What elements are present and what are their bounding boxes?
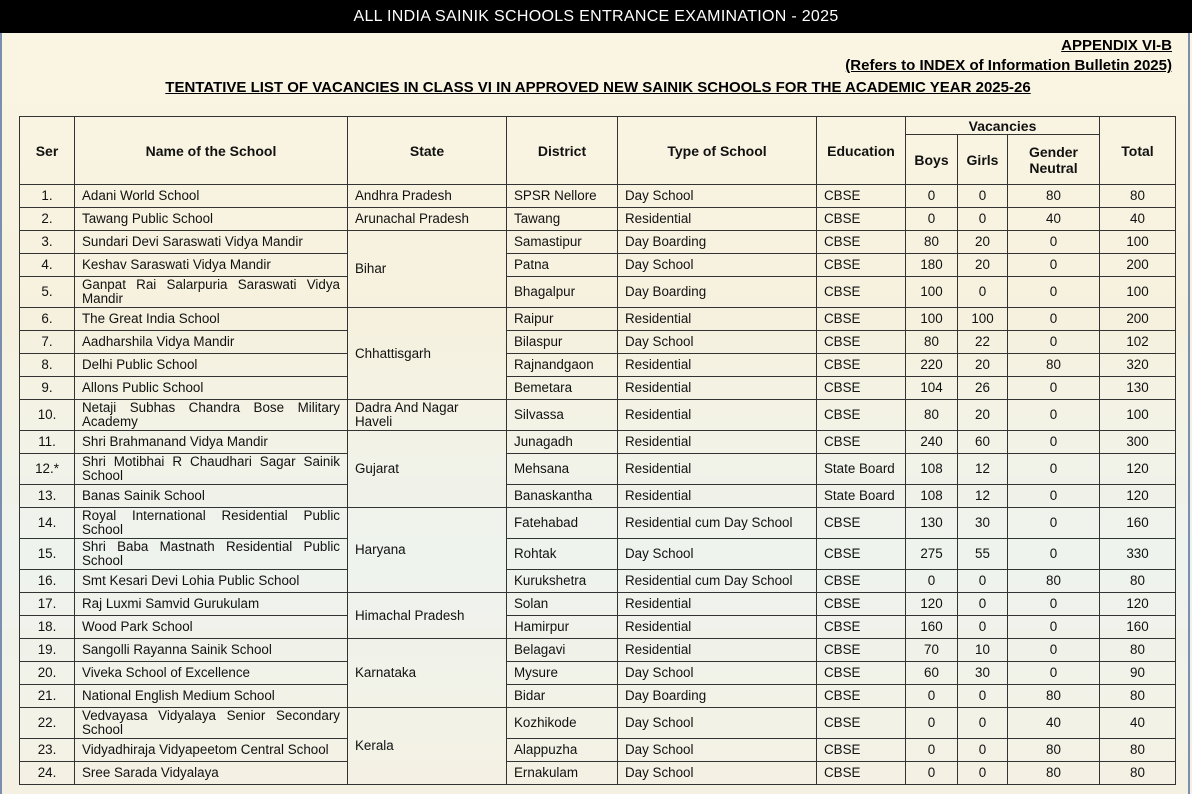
cell-education: CBSE: [817, 708, 906, 739]
cell-girls: 26: [958, 377, 1008, 400]
cell-total: 100: [1100, 400, 1176, 431]
cell-ser: 21.: [20, 685, 75, 708]
cell-ser: 24.: [20, 762, 75, 785]
cell-education: CBSE: [817, 685, 906, 708]
cell-education: CBSE: [817, 662, 906, 685]
cell-school-name: Viveka School of Excellence: [75, 662, 348, 685]
cell-boys: 80: [906, 231, 958, 254]
cell-district: Hamirpur: [507, 616, 618, 639]
cell-school-name: Vidyadhiraja Vidyapeetom Central School: [75, 739, 348, 762]
cell-girls: 30: [958, 662, 1008, 685]
cell-school-name: Ganpat Rai Salarpuria Saraswati Vidya Mandir: [75, 277, 348, 308]
cell-total: 100: [1100, 231, 1176, 254]
cell-ser: 5.: [20, 277, 75, 308]
table-row: [20, 254, 1176, 277]
cell-girls: 0: [958, 762, 1008, 785]
table-row: [20, 231, 1176, 254]
cell-total: 300: [1100, 431, 1176, 454]
cell-girls: 12: [958, 485, 1008, 508]
cell-type: Day Boarding: [618, 231, 817, 254]
cell-gender-neutral: 80: [1008, 762, 1100, 785]
cell-state: Gujarat: [348, 431, 507, 508]
cell-gender-neutral: 80: [1008, 570, 1100, 593]
cell-total: 330: [1100, 539, 1176, 570]
cell-boys: 120: [906, 593, 958, 616]
cell-girls: 0: [958, 277, 1008, 308]
cell-total: 90: [1100, 662, 1176, 685]
cell-boys: 220: [906, 354, 958, 377]
cell-gender-neutral: 0: [1008, 485, 1100, 508]
cell-type: Residential: [618, 593, 817, 616]
table-row: [20, 616, 1176, 639]
cell-gender-neutral: 0: [1008, 593, 1100, 616]
cell-total: 102: [1100, 331, 1176, 354]
cell-gender-neutral: 0: [1008, 254, 1100, 277]
table-row: [20, 485, 1176, 508]
cell-gender-neutral: 0: [1008, 400, 1100, 431]
cell-district: Tawang: [507, 208, 618, 231]
cell-school-name: Vedvayasa Vidyalaya Senior Secondary School: [75, 708, 348, 739]
cell-school-name: Banas Sainik School: [75, 485, 348, 508]
table-row: [20, 454, 1176, 485]
cell-boys: 180: [906, 254, 958, 277]
cell-boys: 70: [906, 639, 958, 662]
cell-school-name: Sundari Devi Saraswati Vidya Mandir: [75, 231, 348, 254]
cell-district: Mehsana: [507, 454, 618, 485]
cell-girls: 22: [958, 331, 1008, 354]
cell-district: Bhagalpur: [507, 277, 618, 308]
cell-ser: 23.: [20, 739, 75, 762]
cell-ser: 1.: [20, 185, 75, 208]
col-header-type: Type of School: [618, 117, 817, 185]
cell-school-name: Sangolli Rayanna Sainik School: [75, 639, 348, 662]
cell-education: CBSE: [817, 185, 906, 208]
cell-ser: 22.: [20, 708, 75, 739]
cell-total: 80: [1100, 185, 1176, 208]
cell-district: Mysure: [507, 662, 618, 685]
cell-education: CBSE: [817, 400, 906, 431]
cell-gender-neutral: 80: [1008, 185, 1100, 208]
cell-education: CBSE: [817, 508, 906, 539]
cell-boys: 104: [906, 377, 958, 400]
cell-district: Alappuzha: [507, 739, 618, 762]
cell-type: Residential cum Day School: [618, 508, 817, 539]
col-header-name: Name of the School: [75, 117, 348, 185]
cell-boys: 100: [906, 308, 958, 331]
cell-type: Residential: [618, 308, 817, 331]
cell-total: 40: [1100, 208, 1176, 231]
cell-ser: 12.*: [20, 454, 75, 485]
cell-ser: 2.: [20, 208, 75, 231]
cell-ser: 7.: [20, 331, 75, 354]
cell-girls: 60: [958, 431, 1008, 454]
appendix-block: [845, 36, 1172, 76]
cell-type: Residential: [618, 400, 817, 431]
cell-district: Fatehabad: [507, 508, 618, 539]
cell-gender-neutral: 0: [1008, 639, 1100, 662]
cell-type: Day School: [618, 331, 817, 354]
table-row: [20, 400, 1176, 431]
col-header-vacancies: Vacancies: [906, 117, 1100, 135]
cell-education: State Board: [817, 485, 906, 508]
col-header-gender-neutral: Gender Neutral: [1008, 135, 1100, 185]
cell-district: Banaskantha: [507, 485, 618, 508]
cell-gender-neutral: 40: [1008, 708, 1100, 739]
cell-boys: 0: [906, 762, 958, 785]
cell-state: Kerala: [348, 708, 507, 785]
cell-school-name: Delhi Public School: [75, 354, 348, 377]
banner: ALL INDIA SAINIK SCHOOLS ENTRANCE EXAMINATION - 2025: [0, 0, 1192, 33]
cell-state: Bihar: [348, 231, 507, 308]
cell-district: SPSR Nellore: [507, 185, 618, 208]
cell-district: Rajnandgaon: [507, 354, 618, 377]
cell-boys: 0: [906, 685, 958, 708]
cell-total: 160: [1100, 508, 1176, 539]
cell-school-name: Adani World School: [75, 185, 348, 208]
cell-district: Patna: [507, 254, 618, 277]
cell-district: Rohtak: [507, 539, 618, 570]
table-row: [20, 685, 1176, 708]
cell-type: Residential: [618, 431, 817, 454]
cell-gender-neutral: 0: [1008, 231, 1100, 254]
cell-school-name: Shri Motibhai R Chaudhari Sagar Sainik School: [75, 454, 348, 485]
cell-girls: 30: [958, 508, 1008, 539]
refers-label: (Refers to INDEX of Information Bulletin 2025): [845, 57, 1172, 74]
cell-district: Silvassa: [507, 400, 618, 431]
table-row: [20, 185, 1176, 208]
cell-state: Andhra Pradesh: [348, 185, 507, 208]
cell-gender-neutral: 0: [1008, 277, 1100, 308]
cell-type: Residential: [618, 485, 817, 508]
cell-ser: 8.: [20, 354, 75, 377]
cell-boys: 100: [906, 277, 958, 308]
cell-total: 160: [1100, 616, 1176, 639]
cell-total: 200: [1100, 308, 1176, 331]
cell-boys: 160: [906, 616, 958, 639]
cell-education: CBSE: [817, 254, 906, 277]
cell-type: Residential: [618, 454, 817, 485]
cell-school-name: Sree Sarada Vidyalaya: [75, 762, 348, 785]
cell-education: CBSE: [817, 593, 906, 616]
table-row: [20, 539, 1176, 570]
cell-type: Residential: [618, 377, 817, 400]
cell-total: 320: [1100, 354, 1176, 377]
cell-education: CBSE: [817, 377, 906, 400]
cell-ser: 14.: [20, 508, 75, 539]
cell-education: CBSE: [817, 739, 906, 762]
cell-ser: 13.: [20, 485, 75, 508]
col-header-education: Education: [817, 117, 906, 185]
cell-school-name: Netaji Subhas Chandra Bose Military Academy: [75, 400, 348, 431]
table-row: [20, 639, 1176, 662]
cell-boys: 0: [906, 708, 958, 739]
cell-boys: 108: [906, 454, 958, 485]
cell-girls: 20: [958, 400, 1008, 431]
cell-gender-neutral: 0: [1008, 454, 1100, 485]
cell-type: Day School: [618, 762, 817, 785]
table-row: [20, 208, 1176, 231]
cell-school-name: Wood Park School: [75, 616, 348, 639]
cell-school-name: Royal International Residential Public School: [75, 508, 348, 539]
cell-state: Arunachal Pradesh: [348, 208, 507, 231]
table-row: [20, 762, 1176, 785]
cell-total: 120: [1100, 454, 1176, 485]
cell-girls: 0: [958, 739, 1008, 762]
cell-boys: 0: [906, 570, 958, 593]
cell-gender-neutral: 0: [1008, 377, 1100, 400]
cell-girls: 12: [958, 454, 1008, 485]
cell-state: Karnataka: [348, 639, 507, 708]
cell-total: 100: [1100, 277, 1176, 308]
cell-education: CBSE: [817, 231, 906, 254]
cell-gender-neutral: 0: [1008, 539, 1100, 570]
cell-total: 40: [1100, 708, 1176, 739]
cell-total: 80: [1100, 570, 1176, 593]
table-row: [20, 570, 1176, 593]
cell-school-name: The Great India School: [75, 308, 348, 331]
table-row: [20, 377, 1176, 400]
table-row: [20, 508, 1176, 539]
cell-district: Bemetara: [507, 377, 618, 400]
cell-girls: 20: [958, 354, 1008, 377]
cell-gender-neutral: 0: [1008, 616, 1100, 639]
cell-education: CBSE: [817, 639, 906, 662]
cell-education: State Board: [817, 454, 906, 485]
cell-ser: 16.: [20, 570, 75, 593]
cell-district: Bilaspur: [507, 331, 618, 354]
cell-girls: 0: [958, 593, 1008, 616]
cell-type: Residential: [618, 639, 817, 662]
cell-gender-neutral: 80: [1008, 685, 1100, 708]
cell-gender-neutral: 0: [1008, 431, 1100, 454]
cell-type: Day Boarding: [618, 277, 817, 308]
cell-ser: 9.: [20, 377, 75, 400]
cell-ser: 15.: [20, 539, 75, 570]
cell-type: Residential: [618, 616, 817, 639]
cell-ser: 10.: [20, 400, 75, 431]
cell-ser: 20.: [20, 662, 75, 685]
cell-district: Belagavi: [507, 639, 618, 662]
cell-girls: 0: [958, 616, 1008, 639]
cell-girls: 0: [958, 685, 1008, 708]
cell-ser: 6.: [20, 308, 75, 331]
cell-ser: 19.: [20, 639, 75, 662]
cell-district: Kurukshetra: [507, 570, 618, 593]
table-row: [20, 354, 1176, 377]
col-header-district: District: [507, 117, 618, 185]
cell-gender-neutral: 0: [1008, 308, 1100, 331]
cell-education: CBSE: [817, 354, 906, 377]
cell-type: Day School: [618, 739, 817, 762]
cell-ser: 4.: [20, 254, 75, 277]
cell-education: CBSE: [817, 431, 906, 454]
cell-girls: 0: [958, 185, 1008, 208]
cell-district: Bidar: [507, 685, 618, 708]
cell-district: Raipur: [507, 308, 618, 331]
cell-state: Dadra And Nagar Haveli: [348, 400, 507, 431]
table-row: [20, 662, 1176, 685]
cell-school-name: Allons Public School: [75, 377, 348, 400]
cell-school-name: Aadharshila Vidya Mandir: [75, 331, 348, 354]
cell-education: CBSE: [817, 570, 906, 593]
table-row: [20, 431, 1176, 454]
cell-total: 80: [1100, 739, 1176, 762]
appendix-label: APPENDIX VI-B: [1061, 37, 1172, 54]
cell-girls: 55: [958, 539, 1008, 570]
cell-girls: 10: [958, 639, 1008, 662]
cell-type: Day School: [618, 662, 817, 685]
cell-school-name: Tawang Public School: [75, 208, 348, 231]
cell-education: CBSE: [817, 277, 906, 308]
cell-boys: 0: [906, 739, 958, 762]
page-title: TENTATIVE LIST OF VACANCIES IN CLASS VI IN APPROVED NEW SAINIK SCHOOLS FOR THE ACADEMIC YEAR 2025-26: [165, 79, 1031, 96]
cell-girls: 0: [958, 208, 1008, 231]
cell-type: Day School: [618, 539, 817, 570]
cell-boys: 60: [906, 662, 958, 685]
vacancy-table: [19, 116, 1176, 785]
cell-gender-neutral: 0: [1008, 508, 1100, 539]
cell-boys: 0: [906, 185, 958, 208]
cell-school-name: Shri Baba Mastnath Residential Public School: [75, 539, 348, 570]
cell-ser: 3.: [20, 231, 75, 254]
col-header-girls: Girls: [958, 135, 1008, 185]
cell-type: Day School: [618, 708, 817, 739]
table-row: [20, 739, 1176, 762]
cell-education: CBSE: [817, 616, 906, 639]
cell-district: Junagadh: [507, 431, 618, 454]
cell-state: Haryana: [348, 508, 507, 593]
cell-district: Kozhikode: [507, 708, 618, 739]
cell-district: Ernakulam: [507, 762, 618, 785]
cell-gender-neutral: 80: [1008, 739, 1100, 762]
cell-total: 130: [1100, 377, 1176, 400]
table-row: [20, 308, 1176, 331]
cell-gender-neutral: 80: [1008, 354, 1100, 377]
cell-education: CBSE: [817, 308, 906, 331]
table-row: [20, 277, 1176, 308]
cell-girls: 20: [958, 254, 1008, 277]
cell-education: CBSE: [817, 539, 906, 570]
cell-education: CBSE: [817, 331, 906, 354]
col-header-total: Total: [1100, 117, 1176, 185]
cell-boys: 130: [906, 508, 958, 539]
cell-boys: 108: [906, 485, 958, 508]
cell-boys: 80: [906, 400, 958, 431]
cell-ser: 18.: [20, 616, 75, 639]
table-row: [20, 708, 1176, 739]
cell-type: Residential cum Day School: [618, 570, 817, 593]
cell-gender-neutral: 0: [1008, 331, 1100, 354]
cell-girls: 100: [958, 308, 1008, 331]
col-header-boys: Boys: [906, 135, 958, 185]
cell-boys: 275: [906, 539, 958, 570]
cell-total: 80: [1100, 685, 1176, 708]
cell-girls: 0: [958, 570, 1008, 593]
cell-school-name: Smt Kesari Devi Lohia Public School: [75, 570, 348, 593]
cell-school-name: National English Medium School: [75, 685, 348, 708]
cell-type: Residential: [618, 208, 817, 231]
cell-boys: 0: [906, 208, 958, 231]
cell-district: Samastipur: [507, 231, 618, 254]
table-row: [20, 593, 1176, 616]
cell-education: CBSE: [817, 762, 906, 785]
cell-state: Chhattisgarh: [348, 308, 507, 400]
col-header-ser: Ser: [20, 117, 75, 185]
cell-type: Day School: [618, 254, 817, 277]
cell-type: Residential: [618, 354, 817, 377]
cell-girls: 20: [958, 231, 1008, 254]
cell-ser: 17.: [20, 593, 75, 616]
cell-ser: 11.: [20, 431, 75, 454]
cell-total: 120: [1100, 485, 1176, 508]
cell-total: 200: [1100, 254, 1176, 277]
cell-total: 80: [1100, 639, 1176, 662]
col-header-state: State: [348, 117, 507, 185]
cell-gender-neutral: 0: [1008, 662, 1100, 685]
cell-school-name: Shri Brahmanand Vidya Mandir: [75, 431, 348, 454]
cell-total: 120: [1100, 593, 1176, 616]
cell-education: CBSE: [817, 208, 906, 231]
cell-boys: 240: [906, 431, 958, 454]
cell-gender-neutral: 40: [1008, 208, 1100, 231]
cell-school-name: Raj Luxmi Samvid Gurukulam: [75, 593, 348, 616]
cell-state: Himachal Pradesh: [348, 593, 507, 639]
cell-school-name: Keshav Saraswati Vidya Mandir: [75, 254, 348, 277]
cell-girls: 0: [958, 708, 1008, 739]
cell-type: Day School: [618, 185, 817, 208]
cell-boys: 80: [906, 331, 958, 354]
table-row: [20, 331, 1176, 354]
cell-total: 80: [1100, 762, 1176, 785]
cell-type: Day Boarding: [618, 685, 817, 708]
cell-district: Solan: [507, 593, 618, 616]
